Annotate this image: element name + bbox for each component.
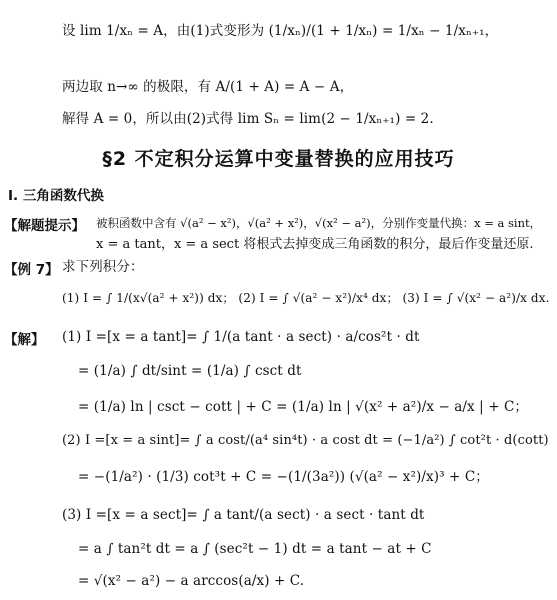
example-prompt: 求下列积分： [62,259,144,275]
solution-2-line-2: = −(1/a²) · (1/3) cot³t + C = −(1/(3a²)) (√(a² − x²)/x)³ + C； [78,469,489,485]
solution-1-line-2: = (1/a) ∫ dt/sint = (1/a) ∫ csct dt [78,363,302,379]
solution-3-line-1: (3) I =[x = a sect]= ∫ a tant/(a sect) · a sect · tant dt [62,507,425,523]
hint-line-1: 被积函数中含有 √(a² − x²)，√(a² + x²)，√(x² − a²)，分别作变量代换：x = a sint， [96,216,542,230]
solution-1-line-3: = (1/a) ln | csct − cott | + C = (1/a) ln | √(x² + a²)/x − a/x | + C； [78,399,529,415]
solution-tag: 【解】 [4,332,45,348]
solution-1-line-1: (1) I =[x = a tant]= ∫ 1/(a tant · a sect) · a/cos²t · dt [62,329,420,345]
hint-line-2: x = a tant，x = a sect 将根式去掉变成三角函数的积分，最后作变量还原. [96,237,534,252]
solution-3-line-2: = a ∫ tan²t dt = a ∫ (sec²t − 1) dt = a tant − at + C [78,541,432,557]
intro-limit-line: 设 lim 1/xₙ = A，由(1)式变形为 (1/xₙ)/(1 + 1/xₙ) = 1/xₙ − 1/xₙ₊₁， [62,23,499,39]
solution-2-line-1: (2) I =[x = a sint]= ∫ a cost/(a⁴ sin⁴t) · a cost dt = (−1/a²) ∫ cot²t · d(cott) [62,433,549,448]
section-title: §2 不定积分运算中变量替换的应用技巧 [102,148,455,170]
intro-conclusion-line: 解得 A = 0，所以由(2)式得 lim Sₙ = lim(2 − 1/xₙ₊₁) = 2. [62,111,434,127]
solution-3-line-3: = √(x² − a²) − a arccos(a/x) + C. [78,573,305,589]
intro-two-sides-line: 两边取 n→∞ 的极限，有 A/(1 + A) = A − A， [62,79,354,95]
example-tag: 【例 7】 [4,262,59,278]
example-problems: (1) I = ∫ 1/(x√(a² + x²)) dx； (2) I = ∫ √(a² − x²)/x⁴ dx； (3) I = ∫ √(x² − a²)/x dx. [62,291,550,305]
subsection-title: Ⅰ. 三角函数代换 [8,188,104,204]
hint-tag: 【解题提示】 [4,218,85,234]
